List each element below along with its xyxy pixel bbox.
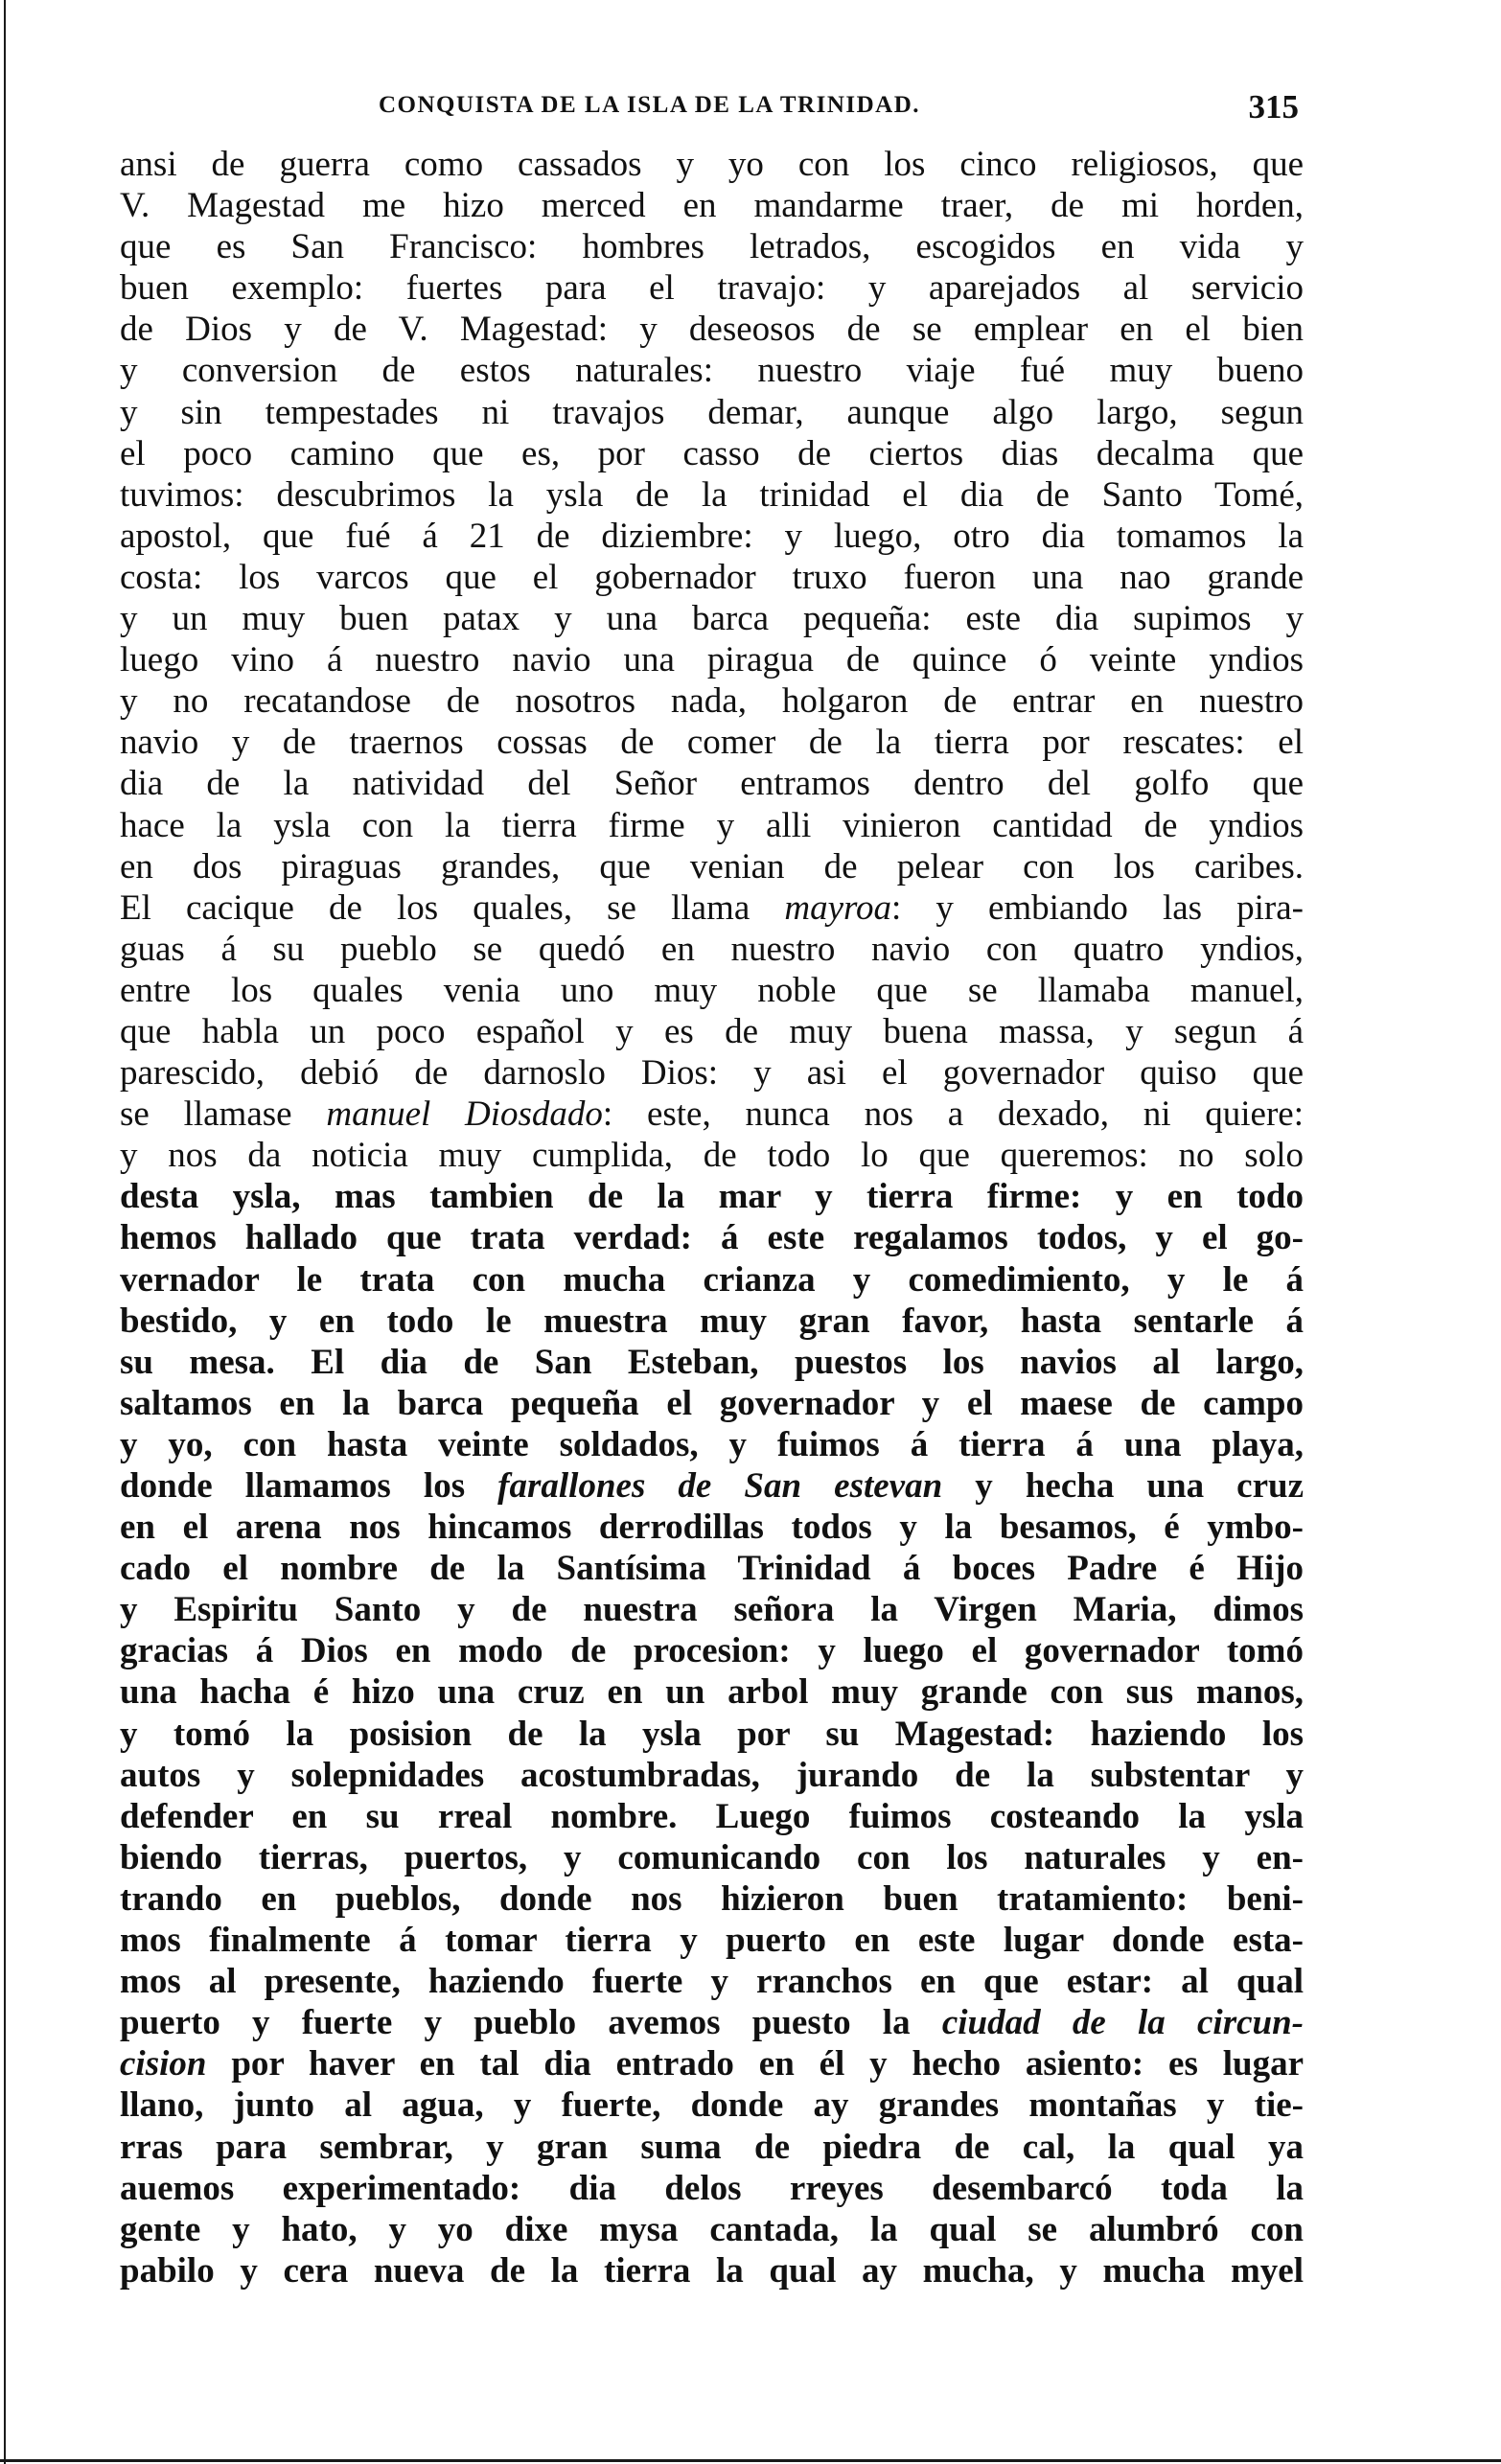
text-segment: bestido, y en todo le muestra muy gran favor, hasta sentarle á [120,1301,1304,1341]
text-segment: mos al presente, haziendo fuerte y rranchos en que estar: al qual [120,1962,1304,2002]
text-line [120,2168,1304,2209]
text-segment: auemos experimentado: dia delos rreyes desembarcó toda la [120,2168,1304,2208]
text-segment: por haver en tal dia entrado en él y hecho asiento: es lugar [206,2044,1304,2084]
text-segment: : este, nunca nos a dexado, ni quiere: [602,1094,1304,1135]
text-line [120,680,1304,722]
text-segment: que es San Francisco: hombres letrados, escogidos en vida y [120,227,1304,267]
text-segment: y tomó la posision de la ysla por su Magestad: haziendo los [120,1714,1304,1754]
body-text [120,144,1304,2291]
text-segment: y hecha una cruz [942,1466,1304,1506]
text-segment: parescido, debió de darnoslo Dios: y asi el governador quiso que [120,1053,1304,1094]
text-line [120,846,1304,887]
text-line [120,1176,1304,1217]
text-segment: apostol, que fué á 21 de diziembre: y luego, otro dia tomamos la [120,516,1304,556]
text-line [120,598,1304,639]
text-segment: en dos piraguas grandes, que venian de pelear con los caribes. [120,846,1304,887]
text-segment: rras para sembrar, y gran suma de piedra de cal, la qual ya [120,2127,1304,2167]
text-line [120,1714,1304,1755]
text-line [120,144,1304,185]
text-segment: cado el nombre de la Santísima Trinidad á boces Padre é Hijo [120,1549,1304,1589]
text-line [120,639,1304,680]
text-segment: que habla un poco español y es de muy buena massa, y segun á [120,1011,1304,1051]
text-line [120,763,1304,804]
text-segment: El cacique de los quales, se llama [120,887,785,928]
text-line [120,226,1304,267]
text-segment: hemos hallado que trata verdad: á este regalamos todos, y el go- [120,1218,1304,1258]
text-line [120,1671,1304,1713]
text-line [120,1465,1304,1507]
text-segment: vernador le trata con mucha crianza y comedimiento, y le á [120,1259,1304,1300]
text-segment: autos y solepnidades acostumbradas, jurando de la substentar y [120,1755,1304,1795]
text-line [120,1135,1304,1176]
text-segment: : y embiando las pira- [891,887,1304,928]
italic-text-segment: ciudad de la circun- [941,2003,1304,2043]
text-segment: entre los quales venia uno muy noble que se llamaba manuel, [120,970,1304,1010]
text-segment: hace la ysla con la tierra firme y alli vinieron cantidad de yndios [120,805,1304,845]
text-line [120,1755,1304,1796]
text-line [120,1920,1304,1961]
text-segment: defender en su rreal nombre. Luego fuimos costeando la ysla [120,1796,1304,1836]
text-segment: y un muy buen patax y una barca pequeña: este dia supimos y [120,599,1304,639]
text-line [120,267,1304,309]
text-line [120,474,1304,516]
text-line [120,1878,1304,1920]
text-line [120,805,1304,846]
text-line [120,1630,1304,1671]
text-line [120,185,1304,226]
text-line [120,1961,1304,2002]
text-line [120,1011,1304,1052]
text-line [120,433,1304,474]
text-segment: y conversion de estos naturales: nuestro viaje fué muy bueno [120,351,1304,391]
text-segment: dia de la natividad del Señor entramos dentro del golfo que [120,764,1304,804]
text-segment: V. Magestad me hizo merced en mandarme traer, de mi horden, [120,186,1304,226]
text-line [120,2250,1304,2291]
text-segment: gente y hato, y yo dixe mysa cantada, la qual se alumbró con [120,2209,1304,2249]
italic-text-segment: manuel Diosdado [326,1094,603,1135]
running-head [120,88,1299,130]
text-line [120,929,1304,970]
text-segment: su mesa. El dia de San Esteban, puestos los navios al largo, [120,1342,1304,1382]
text-segment: mos finalmente á tomar tierra y puerto en este lugar donde esta- [120,1921,1304,1961]
text-line [120,350,1304,391]
text-segment: navio y de traernos cossas de comer de la tierra por rescates: el [120,723,1304,763]
text-segment: en el arena nos hincamos derrodillas todos y la besamos, é ymbo- [120,1508,1304,1548]
text-segment: y nos da noticia muy cumplida, de todo lo que queremos: no solo [120,1136,1304,1176]
text-segment: biendo tierras, puertos, y comunicando con los naturales y en- [120,1837,1304,1877]
page-left-rule [4,0,6,2464]
text-segment: de Dios y de V. Magestad: y deseosos de se emplear en el bien [120,310,1304,350]
text-segment: y yo, con hasta veinte soldados, y fuimos á tierra á una playa, [120,1424,1304,1464]
text-segment: el poco camino que es, por casso de ciertos dias decalma que [120,433,1304,473]
text-line [120,1383,1304,1424]
text-segment: donde llamamos los [120,1466,498,1506]
text-line [120,392,1304,433]
italic-text-segment: mayroa [784,887,892,928]
italic-text-segment: farallones de San estevan [497,1466,943,1506]
text-segment: desta ysla, mas tambien de la mar y tierra firme: y en todo [120,1177,1304,1217]
text-line [120,2209,1304,2250]
text-line [120,309,1304,350]
text-line [120,1301,1304,1342]
text-line [120,2043,1304,2084]
text-segment: y sin tempestades ni travajos demar, aunque algo largo, segun [120,392,1304,432]
text-line [120,722,1304,763]
text-line [120,1217,1304,1258]
text-line [120,2127,1304,2168]
text-segment: y no recatandose de nosotros nada, holgaron de entrar en nuestro [120,681,1304,722]
text-segment: y Espiritu Santo y de nuestra señora la Virgen Maria, dimos [120,1590,1304,1630]
text-segment: pabilo y cera nueva de la tierra la qual ay mucha, y mucha myel [120,2250,1304,2291]
text-segment: tuvimos: descubrimos la ysla de la trinidad el dia de Santo Tomé, [120,474,1304,515]
page-bottom-rule [0,2459,1501,2462]
text-line [120,1259,1304,1301]
text-line [120,1052,1304,1094]
running-title: CONQUISTA DE LA ISLA DE LA TRINIDAD. [379,92,921,118]
text-segment: puerto y fuerte y pueblo avemos puesto la [120,2003,942,2043]
text-segment: buen exemplo: fuertes para el travajo: y aparejados al servicio [120,268,1304,309]
text-segment: saltamos en la barca pequeña el governador y el maese de campo [120,1383,1304,1423]
text-line [120,2084,1304,2126]
text-segment: una hacha é hizo una cruz en un arbol muy grande con sus manos, [120,1672,1304,1713]
text-line [120,970,1304,1011]
text-line [120,887,1304,929]
text-line [120,557,1304,598]
text-segment: luego vino á nuestro navio una piragua de quince ó veinte yndios [120,640,1304,680]
text-line [120,1796,1304,1837]
text-segment: gracias á Dios en modo de procesion: y luego el governador tomó [120,1631,1304,1671]
text-segment: trando en pueblos, donde nos hizieron buen tratamiento: beni- [120,1878,1304,1919]
text-line [120,516,1304,557]
text-line [120,1507,1304,1548]
text-line [120,1094,1304,1135]
text-segment: se llamase [120,1094,327,1135]
text-line [120,1424,1304,1465]
text-segment: guas á su pueblo se quedó en nuestro navio con quatro yndios, [120,929,1304,969]
text-line [120,1548,1304,1589]
italic-text-segment: cision [120,2044,207,2084]
text-line [120,1837,1304,1878]
page-number: 315 [1248,88,1299,126]
text-line [120,1589,1304,1630]
text-line [120,1342,1304,1383]
text-segment: ansi de guerra como cassados y yo con los cinco religiosos, que [120,145,1304,184]
text-line [120,2002,1304,2043]
text-segment: llano, junto al agua, y fuerte, donde ay grandes montañas y tie- [120,2085,1304,2126]
text-segment: costa: los varcos que el gobernador truxo fueron una nao grande [120,557,1304,597]
